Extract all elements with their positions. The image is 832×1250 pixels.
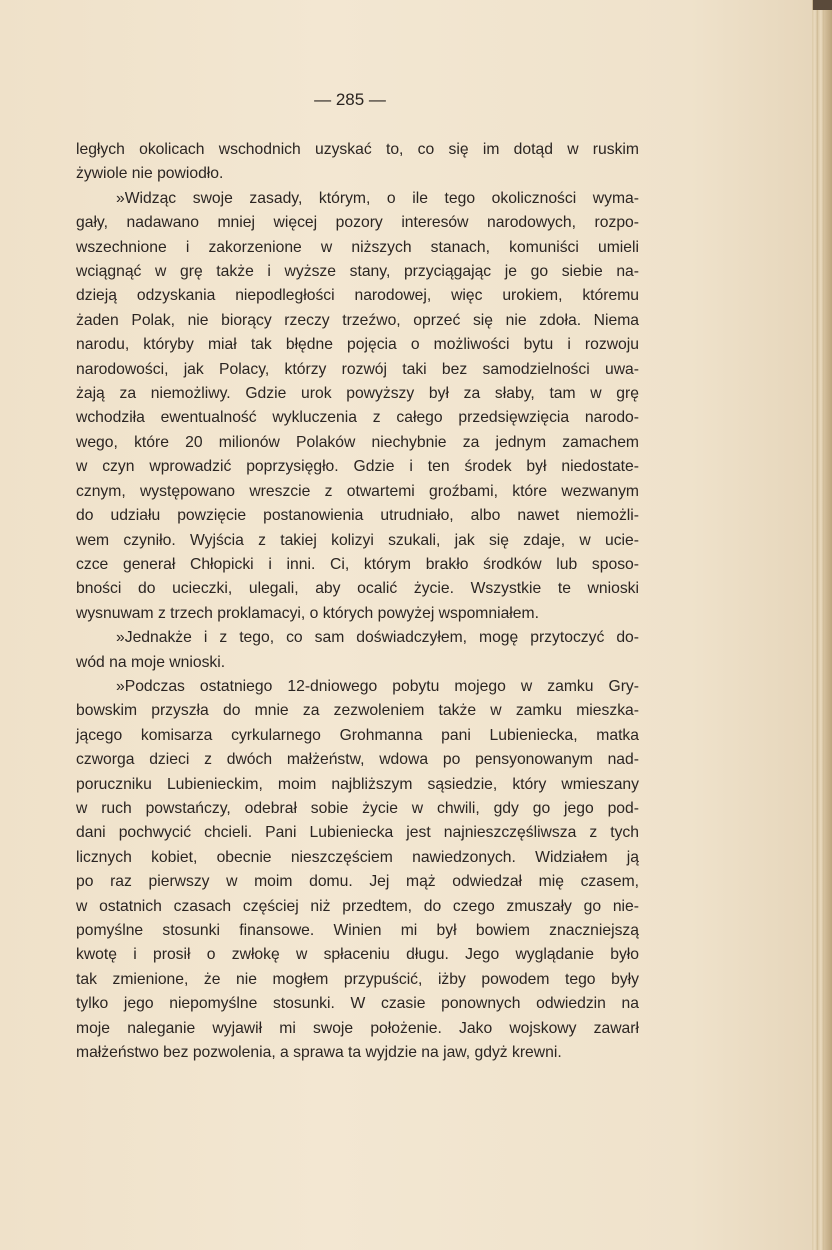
paragraph — [76, 626, 639, 675]
text-line: narodu, któryby miał tak błędne pojęcia o możliwości bytu i rozwoju — [76, 336, 639, 354]
text-line: ległych okolicach wschodnich uzyskać to, co się im dotąd w ruskim — [76, 141, 639, 158]
text-line: tak zmienione, że nie mogłem przypuścić, iżby powodem tego były — [76, 970, 639, 988]
text-line: żaden Polak, nie biorący rzeczy trzeźwo, oprzeć się nie zdoła. Niema — [76, 311, 639, 329]
text-line: cznym, występowano wreszcie z otwartemi groźbami, które wezwanym — [76, 482, 639, 500]
text-line: żają za niemożliwy. Gdzie urok powyższy był za słaby, tam w grę — [76, 385, 639, 403]
text-line: wciągnąć w grę także i wyższe stany, przyciągając je go siebie na- — [76, 263, 639, 281]
text-line: żywiole nie powiodło. — [76, 165, 224, 183]
text-line: czworga dzieci z dwóch małżeństw, wdowa po pensyonowanym nad- — [76, 751, 639, 769]
text-line: dani pochwycić chcieli. Pani Lubieniecka jest najnieszczęśliwsza z tych — [76, 824, 639, 842]
text-line: w czyn wprowadzić poprzysięgło. Gdzie i ten środek był niedostate- — [76, 458, 639, 476]
text-line: wem czyniło. Wyjścia z takiej kolizyi szukali, jak się zdaje, w ucie- — [76, 531, 639, 549]
paragraph — [76, 675, 639, 1066]
text-line: wód na moje wnioski. — [76, 653, 226, 671]
text-line: w ostatnich czasach częściej niż przedtem, do czego zmuszały go nie- — [76, 897, 639, 915]
text-line: czce generał Chłopicki i inni. Ci, którym brakło środków lub sposo- — [76, 555, 639, 573]
text-line: jącego komisarza cyrkularnego Grohmanna pani Lubieniecka, matka — [76, 726, 639, 744]
paragraph — [76, 138, 639, 187]
text-line: poruczniku Lubienieckim, moim najbliższym sąsiedzie, który wmieszany — [76, 775, 639, 793]
page-number: — 285 — — [314, 90, 386, 109]
text-line: po raz pierwszy w moim domu. Jej mąż odwiedzał mię czasem, — [76, 873, 639, 891]
text-line: wchodziła ewentualność wykluczenia z całego przedsięwzięcia narodo- — [76, 409, 639, 427]
text-line: w ruch powstańczy, odebrał sobie życie w chwili, gdy go jego pod- — [76, 799, 639, 817]
text-line: licznych kobiet, obecnie nieszczęściem nawiedzonych. Widziałem ją — [76, 848, 639, 866]
text-line: kwotę i prosił o zwłokę w spłaceniu długu. Jego wyglądanie było — [76, 946, 639, 964]
page-edge — [824, 10, 832, 1250]
text-line: »Widząc swoje zasady, którym, o ile tego okoliczności wyma- — [116, 189, 639, 207]
body-text — [76, 138, 639, 1065]
text-line: dzieją odzyskania niepodległości narodowej, więc urokiem, któremu — [76, 287, 639, 305]
text-line: »Podczas ostatniego 12-dniowego pobytu mojego w zamku Gry- — [116, 677, 639, 695]
text-line: małżeństwo bez pozwolenia, a sprawa ta wyjdzie na jaw, gdyż krewni. — [76, 1044, 562, 1062]
text-line: narodowości, jak Polacy, którzy rozwój taki bez samodzielności uwa- — [76, 360, 639, 378]
text-line: pomyślne stosunki finansowe. Winien mi był bowiem znaczniejszą — [76, 922, 639, 939]
text-line: tylko jego niepomyślne stosunki. W czasie ponownych odwiedzin na — [76, 995, 639, 1013]
text-line: »Jednakże i z tego, co sam doświadczyłem, mogę przytoczyć do- — [116, 629, 639, 647]
text-line: gały, nadawano mniej więcej pozory interesów narodowych, rozpo- — [76, 214, 639, 232]
text-line: wszechnione i zakorzenione w niższych stanach, komuniści umieli — [76, 238, 639, 256]
text-line: moje naleganie wyjawił mi swoje położenie. Jako wojskowy zawarł — [76, 1019, 639, 1037]
text-line: wysnuwam z trzech proklamacyi, o których powyżej wspomniałem. — [76, 604, 539, 622]
text-line: do udziału powzięcie postanowienia utrudniało, albo nawet niemożli- — [76, 507, 639, 525]
text-line: bowskim przyszła do mnie za zezwoleniem także w zamku mieszka- — [76, 702, 639, 720]
text-line: bności do ucieczki, ulegali, aby ocalić życie. Wszystkie te wnioski — [76, 580, 639, 598]
paragraph — [76, 187, 639, 626]
text-line: wego, które 20 milionów Polaków niechybnie za jednym zamachem — [76, 433, 639, 451]
